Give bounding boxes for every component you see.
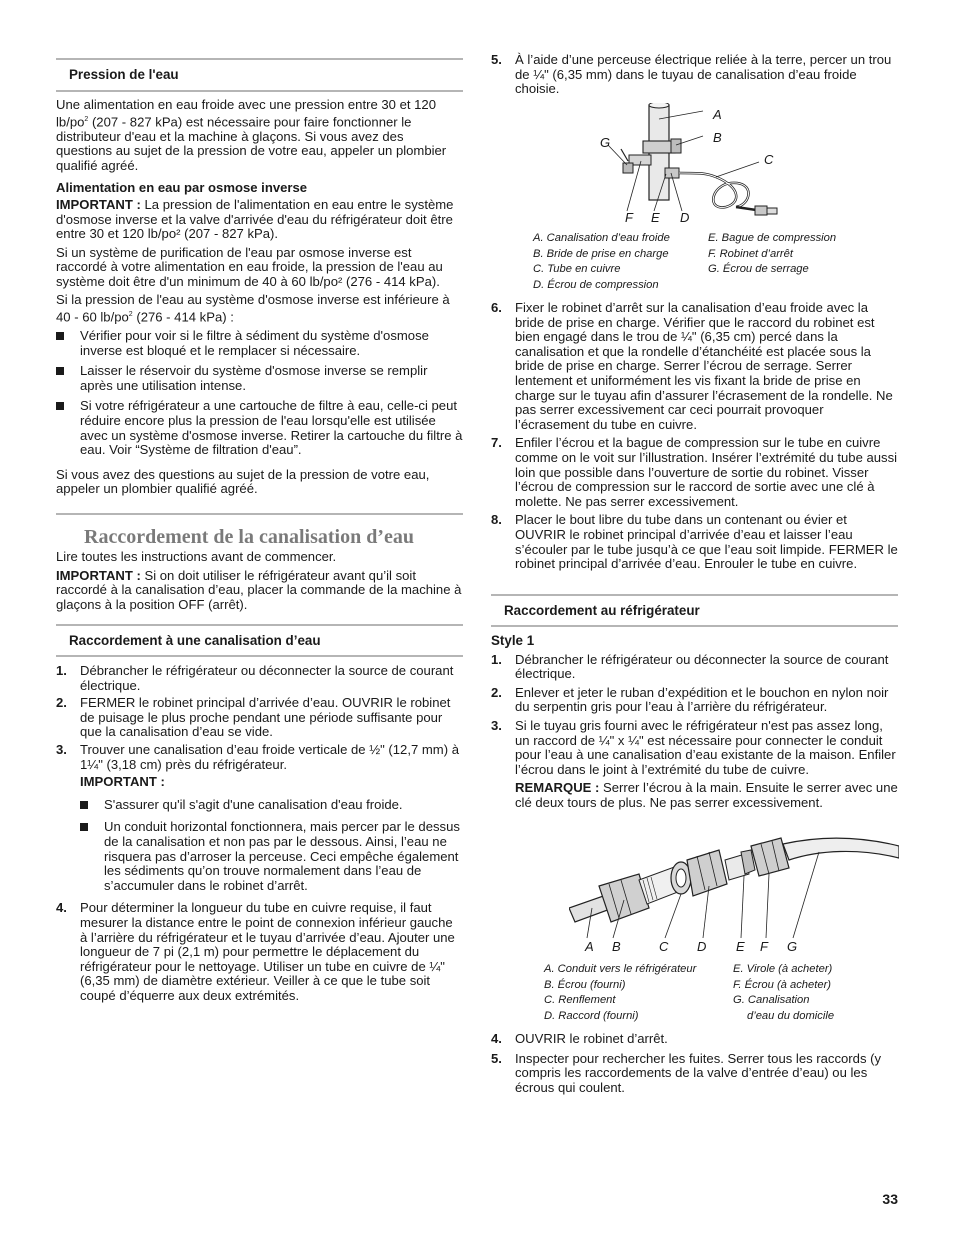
raccordement-section (56, 526, 463, 548)
raccordement-intro (56, 550, 463, 616)
step3-important: IMPORTANT : (80, 774, 165, 790)
caption-item: C. Tube en cuivre (533, 263, 621, 276)
fig2-label: C (659, 939, 669, 954)
pression-para4: Si vous avez des questions au sujet de la pression de votre eau, appeler un plombier qualifié agréé. (56, 466, 430, 497)
caption-item: B. Bride de prise en charge (533, 247, 669, 260)
caption-item: C. Renflement (544, 994, 616, 1007)
caption-item: D. Écrou de compression (533, 278, 659, 291)
valve-illustration (591, 103, 791, 228)
style1-block (491, 634, 898, 815)
osmose-bullets (56, 329, 463, 458)
caption-item: F. Écrou (à acheter) (733, 978, 832, 991)
list-item: S'assurer qu'il s'agit d'une canalisation d'eau froide. (80, 798, 463, 813)
style-step-2: 2. Enlever et jeter le ruban d’expédition et le bouchon en nylon noir du serpentin gris pour l’eau à l’arrière du réfrigérateur. (491, 684, 889, 715)
section-title: Raccordement de la canalisation d’eau (84, 526, 414, 548)
canalisation-steps (56, 664, 463, 1006)
list-item: Un conduit horizontal fonctionnera, mais percer par le dessus de la canalisation et non pas par le dessous. Ainsi, l’eau ne risquera pas d’arroser la perceuse. Ceci empêche également les sédiments qu’on trouve normalement dans l’eau de s’accumuler dans le robinet d’arrêt. (80, 820, 463, 893)
list-item: Si votre réfrigérateur a une cartouche de filtre à eau, celle-ci peut réduire encore plus la pression de l'eau lorsqu'elle est utilisée avec un système d'osmose inverse. Retirer la cartouche du filtre à eau. Voir “Système de filtration d'eau”. (56, 399, 463, 457)
frig-heading: Raccordement au réfrigérateur (504, 602, 700, 618)
fig1-label-c: C (764, 152, 774, 167)
osmose-para3: Si la pression de l'eau au système d'osmose inverse est inférieure à 40 - 60 $lb/po^2$ (276 - 414 kPa) : (56, 292, 450, 325)
step-4: 4. Pour déterminer la longueur du tube en cuivre requise, il faut mesurer la distance entre le point de connexion inférieur gauche à l’arrière du réfrigérateur et le tuyau d’arrivée d’eau. Ajouter une longueur de 7 pi (2,1 m) pour permettre le déplacement du réfrigérateur pour le nettoyage. Utiliser un tube en cuivre de ¼" (6,35 mm) de diamètre extérieur. Veiller à ce que le tube soit coupé d’équerre aux deux extrémités. (56, 900, 455, 1003)
caption-item: D. Raccord (fourni) (544, 1009, 639, 1022)
steps-list (491, 301, 898, 572)
canalisation-heading-block (56, 624, 463, 657)
fig2-label: E (736, 939, 745, 954)
raccordement-important: IMPORTANT : Si on doit utiliser le réfrigérateur avant qu’il soit raccordé à la canalisation d’eau, placer la commande de la machine à glaçons à la position OFF (arrêt). (56, 567, 462, 612)
style1-label: Style 1 (491, 633, 535, 648)
steps-list (491, 1032, 898, 1095)
caption-item: E. Virole (à acheter) (733, 963, 833, 975)
caption-item: d’eau du domicile (747, 1009, 835, 1022)
caption-item: E. Bague de compression (708, 232, 837, 244)
style-step-1: 1. Débrancher le réfrigérateur ou déconnecter la source de courant électrique. (491, 651, 889, 682)
style-step-3: 3. Si le tuyau gris fourni avec le réfrigérateur n'est pas assez long, un raccord de ¼" x ¼" est nécessaire pour connecter le conduit pour l’eau à une canalisation d’eau existante de la maison. Enfiler l’écrou dans le joint à l’extrémité du tube de cuivre. REMARQUE : Serrer l’écrou à la main. Ensuite le serrer avec une clé deux tours de plus. Ne pas serrer excessivement. (491, 717, 898, 810)
steps-list (491, 653, 898, 811)
step-1: 1. Débrancher le réfrigérateur ou déconnecter la source de courant électrique. (56, 663, 454, 693)
step-3: 3. Trouver une canalisation d’eau froide verticale de ½" (12,7 mm) à 1¼" (3,18 cm) près du réfrigérateur. IMPORTANT : S'assurer qu'il s'agit d'une canalisation d'eau froide. Un conduit horizontal fonctionnera, mais percer par le dessus de la canalisation et non pas par le dessous. Ainsi, l’eau ne risquera pas d’arroser la perceuse. Ceci empêche également les sédiments qu’on trouve normalement dans l’eau de s’accumuler dans le robinet d’arrêt. (56, 743, 463, 893)
step-2: 2. FERMER le robinet principal d’arrivée d’eau. OUVRIR le robinet de puisage le plus proche pendant une période suffisante pour que la canalisation d’eau se vide. (56, 695, 451, 740)
steps-list (56, 664, 463, 1003)
end-step-4: 4. OUVRIR le robinet d’arrêt. (491, 1031, 668, 1046)
caption-item: B. Écrou (fourni) (544, 978, 626, 991)
fitting-figure (569, 830, 899, 940)
step-6: 6. Fixer le robinet d’arrêt sur la canalisation d’eau froide avec la bride de prise en charge. Vérifier que le raccord du robinet est bien engagé dans le trou de ¼" (6,35 cm) percé dans la canalisation et que la rondelle d’étanchéité est placée sous la bride de prise en charge. Serrer l’écrou de serrage. Serrer lentement et uniformément les vis fixant la bride de prise en charge sur le tuyau afin d’assurer l’écrasement de la rondelle. Ne pas serrer excessivement car ceci pourrait provoquer l’écrasement du tube en cuivre. (491, 300, 893, 432)
caption-item: A. Conduit vers le réfrigérateur (544, 963, 697, 975)
fig1-label-b: B (713, 130, 722, 145)
caption-item: G. Écrou de serrage (708, 263, 809, 276)
step-7: 7. Enfiler l’écrou et la bague de compression sur le tube en cuivre comme on le voit sur l’illustration. Insérer l’extrémité du tube aussi loin que possible dans l’ouverture de sortie du robinet. Visser l’écrou de compression sur le raccord de sortie avec une clé à molette. Ne pas serrer excessivement. (491, 435, 898, 509)
caption-item: G. Canalisation (733, 994, 810, 1007)
fig1-label-e: E (651, 210, 660, 225)
pression-body (56, 98, 463, 501)
end-step-5: 5. Inspecter pour rechercher les fuites. Serrer tous les raccords (y compris les raccordements de la valve d’entrée d’eau) ou les écrous qui coulent. (491, 1050, 882, 1095)
canalisation-heading: Raccordement à une canalisation d’eau (69, 632, 321, 648)
fitting-illustration (569, 830, 899, 940)
steps-list (491, 53, 898, 97)
list-item: Laisser le réservoir du système d'osmose inverse se remplir après une utilisation intense. (56, 364, 463, 393)
pression-para1: Une alimentation en eau froide avec une pression entre 30 et 120 $lb/po^2$ (207 - 827 kPa) est nécessaire pour faire fonctionner le distributeur d'eau et la machine à glaçons. Si vous avez des questions au sujet de la pression de votre eau, appeler un plombier qualifié agréé. (56, 97, 447, 173)
frig-heading-block (491, 594, 898, 627)
osmose-para2: Si un système de purification de l'eau par osmose inverse est raccordé à votre alimentation en eau froide, la pression de l'eau au système doit être d'un minimum de 40 à 60 lb/po² (276 - 414 kPa). (56, 244, 443, 289)
fig2-caption-left (544, 962, 734, 1024)
pression-heading: Pression de l'eau (69, 67, 179, 82)
intro-text: Lire toutes les instructions avant de commencer. (56, 549, 337, 564)
remarque: REMARQUE : Serrer l’écrou à la main. Ensuite le serrer avec une clé deux tours de plus. Ne pas serrer excessivement. (515, 780, 898, 810)
end-steps (491, 1032, 898, 1098)
caption-item: A. Canalisation d’eau froide (533, 232, 670, 244)
fig1-caption-right (708, 231, 888, 278)
fig1-caption-left (533, 231, 723, 293)
valve-figure (591, 103, 791, 228)
list-item: Vérifier pour voir si le filtre à sédiment du système d'osmose inverse est bloqué et le remplacer si nécessaire. (56, 329, 463, 358)
step-5: 5. À l’aide d’une perceuse électrique reliée à la terre, percer un trou de ¼" (6,35 mm) dans le tuyau de canalisation d’eau froide choisie. (491, 52, 892, 97)
steps-6-8 (491, 301, 898, 575)
fig1-label-f: F (625, 210, 633, 225)
step-8: 8. Placer le bout libre du tube dans un contenant ou évier et OUVRIR le robinet principal d’arrivée d’eau et laisser l’eau s’écouler par le tube jusqu’à ce que l’eau soit limpide. FERMER le robinet principal d’arrivée d’eau. Enrouler le tube en cuivre. (491, 512, 898, 572)
fig2-label: A (585, 939, 594, 954)
fig1-label-d: D (680, 210, 690, 225)
fig1-label-g: G (600, 135, 611, 150)
fig2-label: B (612, 939, 621, 954)
caption-item: F. Robinet d’arrêt (708, 247, 793, 260)
page-number: 33 (882, 1191, 898, 1207)
step3-bullets (80, 798, 463, 894)
pression-heading-block (56, 58, 463, 92)
osmose-heading: Alimentation en eau par osmose inverse (56, 180, 308, 196)
fig2-label: D (697, 939, 707, 954)
section-divider (56, 513, 463, 515)
step-5-drill (491, 53, 898, 100)
fig2-label: F (760, 939, 768, 954)
osmose-important: IMPORTANT : La pression de l'alimentation en eau entre le système d'osmose inverse et la valve d'arrivée d'eau du réfrigérateur doit être entre 30 et 120 lb/po² (207 - 827 kPa). (56, 196, 454, 242)
fig1-label-a: A (713, 107, 722, 122)
fig2-caption-right (733, 962, 893, 1024)
fig2-label: G (787, 939, 798, 954)
